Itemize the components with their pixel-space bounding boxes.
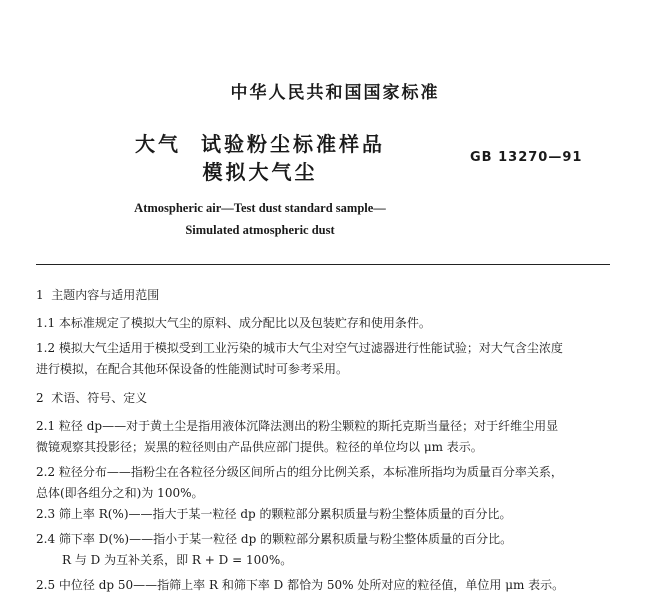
header-divider	[36, 264, 610, 265]
section-1-heading: 1 主题内容与适用范围	[36, 288, 160, 302]
document-body	[36, 285, 630, 596]
title-cn-line2: 模拟大气尘	[202, 160, 318, 184]
title-en-line1: Atmospheric air—Test dust standard sample—	[134, 201, 386, 215]
document-title-en	[0, 197, 520, 241]
title-cn-line1: 大气 试验粉尘标准样品	[135, 132, 385, 156]
standard-number: GB 13270—91	[470, 150, 583, 165]
document-title-cn	[0, 130, 520, 186]
clause-1-2-line1: 1.2 模拟大气尘适用于模拟受到工业污染的城市大气尘对空气过滤器进行性能试验；对大气含尘浓度	[36, 341, 563, 355]
clause-2-2-line1: 2.2 粒径分布——指粉尘在各粒径分级区间所占的组分比例关系，本标准所指均为质量百分率关系，	[36, 465, 563, 479]
clause-2-1-line2: 微镜观察其投影径；炭黑的粒径则由产品供应部门提供。粒径的单位均以 μm 表示。	[36, 440, 483, 454]
title-en-line2: Simulated atmospheric dust	[185, 223, 335, 237]
clause-1-2-line2: 进行模拟，在配合其他环保设备的性能测试时可参考采用。	[36, 362, 349, 376]
clause-2-5: 2.5 中位径 dp 50——指筛上率 R 和筛下率 D 都恰为 50% 处所对应的粒径值，单位用 μm 表示。	[36, 578, 565, 592]
standard-title: 中华人民共和国国家标准	[230, 83, 440, 103]
section-2-heading: 2 术语、符号、定义	[36, 391, 148, 405]
clause-2-4-line2: R 与 D 为互补关系，即 R + D = 100%。	[62, 553, 293, 567]
clause-1-1: 1.1 本标准规定了模拟大气尘的原料、成分配比以及包装贮存和使用条件。	[36, 316, 431, 330]
clause-2-1-line1: 2.1 粒径 dp——对于黄土尘是指用液体沉降法测出的粉尘颗粒的斯托克斯当量径；对于纤维尘用显	[36, 419, 559, 433]
clause-2-4-line1: 2.4 筛下率 D(%)——指小于某一粒径 dp 的颗粒部分累积质量与粉尘整体质量的百分比。	[36, 532, 513, 546]
clause-2-3: 2.3 筛上率 R(%)——指大于某一粒径 dp 的颗粒部分累积质量与粉尘整体质量的百分比。	[36, 507, 512, 521]
clause-2-2-line2: 总体(即各组分之和)为 100%。	[36, 486, 204, 500]
